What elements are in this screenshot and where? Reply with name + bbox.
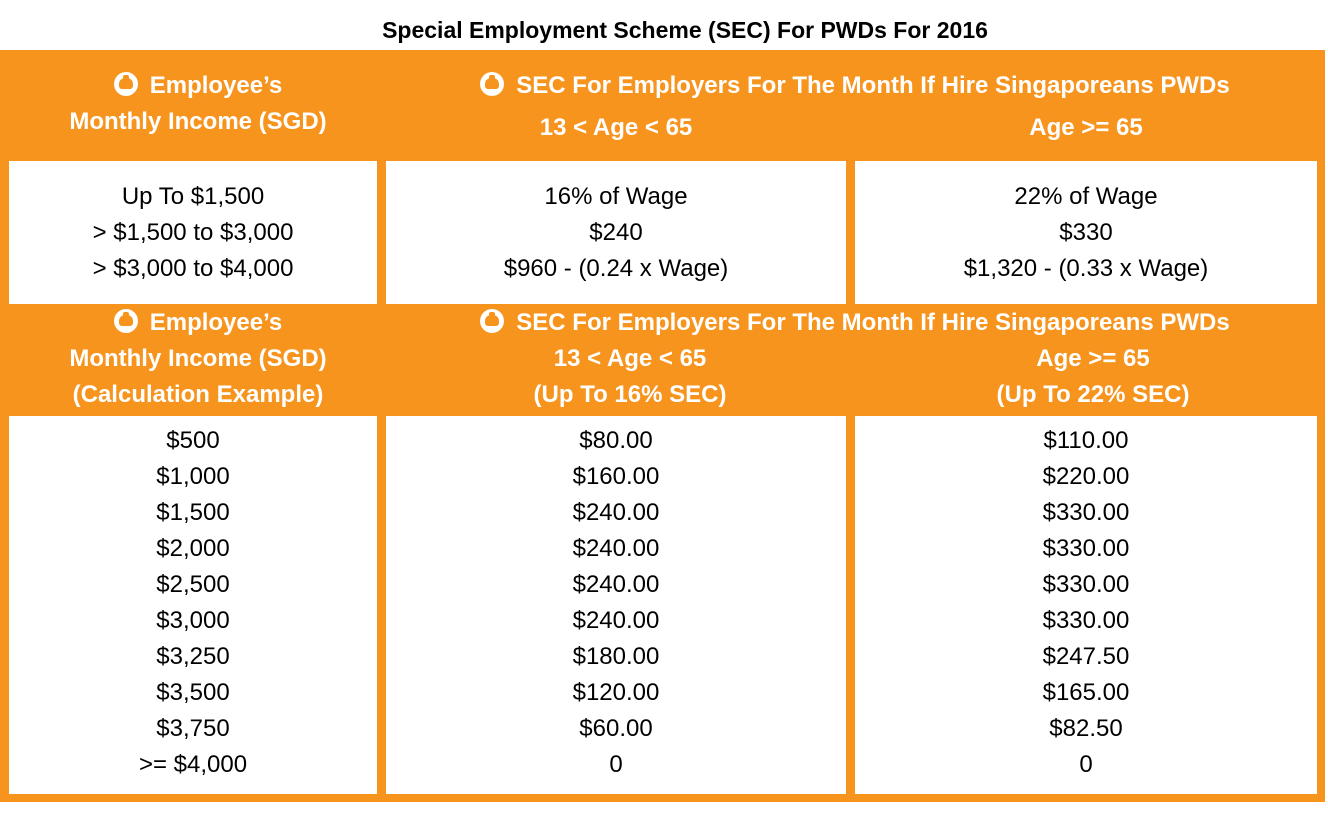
piggy-bank-icon xyxy=(114,72,138,96)
income-band: Up To $1,500 xyxy=(121,183,265,210)
income-value: $2,000 xyxy=(156,535,230,562)
income-value: $500 xyxy=(166,427,220,454)
age-note: (Up To 22% SEC) xyxy=(996,381,1190,408)
sec-amount: $165.00 xyxy=(1042,679,1130,706)
sec-rate: $330 xyxy=(1059,219,1113,246)
income-value: $3,250 xyxy=(156,643,230,670)
sec-header-text: SEC For Employers For The Month If Hire Singaporeans PWDs xyxy=(516,72,1230,99)
piggy-bank-icon xyxy=(114,309,138,333)
sec-rate: 16% of Wage xyxy=(544,183,688,210)
section2-age-65-over xyxy=(862,341,1324,413)
sec-amount: $240.00 xyxy=(572,535,660,562)
piggy-bank-icon xyxy=(480,72,504,96)
income-value: $3,750 xyxy=(156,715,230,742)
section1-sec-65-over xyxy=(855,161,1317,304)
sec-amount: $82.50 xyxy=(1049,715,1123,742)
sec-rate: $240 xyxy=(589,219,643,246)
sec-amount: $330.00 xyxy=(1042,607,1130,634)
sec-amount: $60.00 xyxy=(579,715,653,742)
income-band: > $3,000 to $4,000 xyxy=(92,255,294,282)
sec-rate: $960 - (0.24 x Wage) xyxy=(503,255,729,282)
sec-rate: $1,320 - (0.33 x Wage) xyxy=(963,255,1209,282)
sec-amount: $247.50 xyxy=(1042,643,1130,670)
income-band: > $1,500 to $3,000 xyxy=(92,219,294,246)
sec-amount: $80.00 xyxy=(579,427,653,454)
sec-amount: $240.00 xyxy=(572,571,660,598)
sec-amount: 0 xyxy=(1079,751,1093,778)
sec-amount: 0 xyxy=(609,751,623,778)
sec-amount: $330.00 xyxy=(1042,499,1130,526)
section1-income-bands xyxy=(9,161,377,304)
sec-amount: $160.00 xyxy=(572,463,660,490)
piggy-bank-icon xyxy=(480,309,504,333)
section2-age-under-65 xyxy=(400,341,860,413)
income-header-line2: Monthly Income (SGD) xyxy=(69,108,327,135)
income-value: $2,500 xyxy=(156,571,230,598)
sec-amount: $220.00 xyxy=(1042,463,1130,490)
sec-amount: $240.00 xyxy=(572,499,660,526)
income-header-line2: Monthly Income (SGD) xyxy=(69,345,327,372)
income-header-line1: Employee’s xyxy=(149,72,283,99)
page-title: Special Employment Scheme (SEC) For PWDs For 2016 xyxy=(382,17,988,43)
age-range: 13 < Age < 65 xyxy=(553,345,707,372)
sec-amount: $240.00 xyxy=(572,607,660,634)
sec-amount: $110.00 xyxy=(1043,427,1129,454)
section2-sec-under-65 xyxy=(386,416,846,794)
sec-amount: $330.00 xyxy=(1042,535,1130,562)
income-value: $3,000 xyxy=(156,607,230,634)
section1-sec-under-65 xyxy=(386,161,846,304)
income-value: $1,500 xyxy=(156,499,230,526)
sec-amount: $330.00 xyxy=(1042,571,1130,598)
income-value: >= $4,000 xyxy=(138,751,248,778)
section2-sec-65-over xyxy=(855,416,1317,794)
section2-incomes xyxy=(9,416,377,794)
section1-age-under-65: 13 < Age < 65 xyxy=(539,114,693,141)
income-header-line3: (Calculation Example) xyxy=(72,381,324,408)
section1-sec-header xyxy=(400,68,1310,104)
section2-sec-header xyxy=(400,305,1310,341)
sec-amount: $180.00 xyxy=(572,643,660,670)
income-value: $1,000 xyxy=(156,463,230,490)
age-note: (Up To 16% SEC) xyxy=(533,381,727,408)
sec-rate: 22% of Wage xyxy=(1014,183,1158,210)
section2-income-header xyxy=(0,305,396,413)
section1-age-65-over: Age >= 65 xyxy=(1029,114,1143,141)
income-header-line1: Employee’s xyxy=(149,309,283,336)
income-value: $3,500 xyxy=(156,679,230,706)
sec-amount: $120.00 xyxy=(572,679,660,706)
section1-income-header xyxy=(0,68,396,140)
sec-header-text: SEC For Employers For The Month If Hire Singaporeans PWDs xyxy=(516,309,1230,336)
age-range: Age >= 65 xyxy=(1036,345,1150,372)
